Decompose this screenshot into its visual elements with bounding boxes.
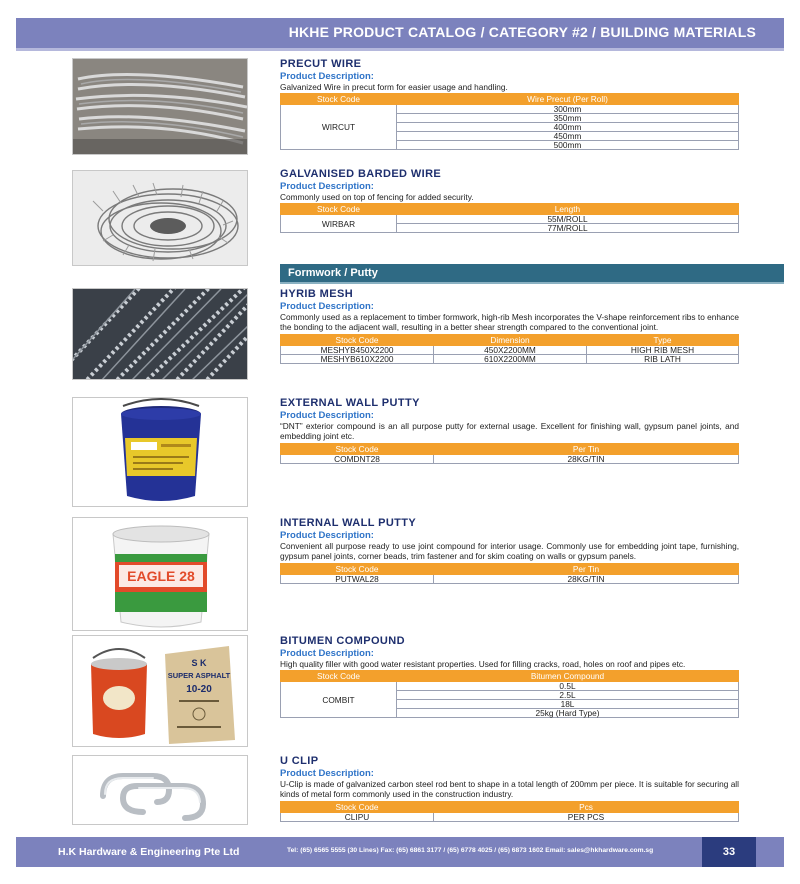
column-header: Stock Code <box>281 204 397 215</box>
stock-code: CLIPU <box>281 812 434 821</box>
precut-wire-photo <box>72 58 248 155</box>
table-row <box>281 574 739 583</box>
table-cell: 350mm <box>397 114 739 123</box>
product-subtitle: Product Description: <box>280 410 374 421</box>
spec-table <box>280 334 739 364</box>
product-description: Commonly used as a replacement to timber formwork, high-rib Mesh incorporates the V-shape reinforcement ribs to enhance the bonding to the adjacent wall, resulting in a better shear strength compared to the conventional joint. <box>280 312 739 333</box>
table-cell: 500mm <box>397 141 739 150</box>
product-description: Commonly used on top of fencing for added security. <box>280 192 474 202</box>
spec-table <box>280 801 739 822</box>
external-putty-photo <box>72 397 248 507</box>
product-subtitle: Product Description: <box>280 301 374 312</box>
column-header: Length <box>397 204 739 215</box>
product-subtitle: Product Description: <box>280 530 374 541</box>
spec-table <box>280 670 739 718</box>
table-cell: RIB LATH <box>587 354 739 363</box>
table-row <box>281 354 739 363</box>
product-title: U CLIP <box>280 755 319 767</box>
bag-grade: 10-20 <box>186 684 212 695</box>
product-title: HYRIB MESH <box>280 288 354 300</box>
column-header: Stock Code <box>281 671 397 682</box>
product-subtitle: Product Description: <box>280 181 374 192</box>
product-subtitle: Product Description: <box>280 648 374 659</box>
u-clip-photo <box>72 755 248 825</box>
column-header: Pcs <box>434 801 739 812</box>
company-name: H.K Hardware & Engineering Pte Ltd <box>58 846 240 858</box>
stock-code: COMDNT28 <box>281 454 434 463</box>
page-number: 33 <box>702 837 756 867</box>
contact-info: Tel: (65) 6565 5555 (30 Lines) Fax: (65) 6861 3177 / (65) 6778 4025 / (65) 6873 1602 Email: sales@hkhardware.com.sg <box>287 847 654 854</box>
column-header: Per Tin <box>434 563 739 574</box>
category-bar <box>280 264 784 282</box>
product-title: GALVANISED BARDED WIRE <box>280 168 442 180</box>
table-cell: 25kg (Hard Type) <box>397 709 739 718</box>
bucket-label: EAGLE 28 <box>127 568 195 584</box>
bag-brand: S K <box>191 658 207 668</box>
table-row <box>281 345 739 354</box>
table-cell: 55M/ROLL <box>397 215 739 224</box>
table-row <box>281 812 739 821</box>
table-cell: 0.5L <box>397 682 739 691</box>
stock-code: WIRCUT <box>281 105 397 150</box>
spec-table <box>280 203 739 233</box>
table-cell: 610X2200MM <box>434 354 587 363</box>
product-title: EXTERNAL WALL PUTTY <box>280 397 420 409</box>
table-cell: PER PCS <box>434 812 739 821</box>
column-header: Stock Code <box>281 94 397 105</box>
barbed-wire-photo <box>72 170 248 266</box>
spec-table <box>280 563 739 584</box>
column-header: Type <box>587 334 739 345</box>
table-cell: 450X2200MM <box>434 345 587 354</box>
bag-name: SUPER ASPHALT <box>167 671 231 680</box>
table-cell: 300mm <box>397 105 739 114</box>
column-header: Bitumen Compound <box>397 671 739 682</box>
hyrib-mesh-photo <box>72 288 248 380</box>
stock-code: MESHYB450X2200 <box>281 345 434 354</box>
stock-code: PUTWAL28 <box>281 574 434 583</box>
bitumen-photo <box>72 635 248 747</box>
column-header: Stock Code <box>281 334 434 345</box>
column-header: Stock Code <box>281 443 434 454</box>
catalog-title: HKHE PRODUCT CATALOG / CATEGORY #2 / BUILDING MATERIALS <box>288 24 756 40</box>
table-cell: 450mm <box>397 132 739 141</box>
column-header: Dimension <box>434 334 587 345</box>
product-title: BITUMEN COMPOUND <box>280 635 405 647</box>
table-cell: HIGH RIB MESH <box>587 345 739 354</box>
spec-table <box>280 93 739 150</box>
product-description: Galvanized Wire in precut form for easier usage and handling. <box>280 82 508 92</box>
header-divider <box>16 48 784 51</box>
product-description: “DNT” exterior compound is an all purpose putty for external usage. Excellent for finishing wall, gypsum panel joints, and embedding joint etc. <box>280 421 739 442</box>
footer-bar <box>16 837 784 867</box>
product-subtitle: Product Description: <box>280 71 374 82</box>
table-cell: 400mm <box>397 123 739 132</box>
header-bar <box>16 18 784 48</box>
stock-code: WIRBAR <box>281 215 397 233</box>
internal-putty-photo <box>72 517 248 631</box>
column-header: Stock Code <box>281 563 434 574</box>
table-row <box>281 454 739 463</box>
table-cell: 28KG/TIN <box>434 574 739 583</box>
product-description: Convenient all purpose ready to use joint compound for interior usage. Commonly use for embedding joint tape, furnishing, gypsum panel joints, corner beads, trim fastener and for skim coating on walls or gypsum panels. <box>280 541 739 562</box>
product-description: U-Clip is made of galvanized carbon steel rod bent to shape in a total length of 200mm per piece. It is suitable for securing all kinds of metal form commonly used in the construction industry. <box>280 779 739 800</box>
product-description: High quality filler with good water resistant properties. Used for filling cracks, road, holes on roof and pipes etc. <box>280 659 686 669</box>
table-cell: 2.5L <box>397 691 739 700</box>
category-divider <box>280 282 784 284</box>
stock-code: COMBIT <box>281 682 397 718</box>
table-cell: 18L <box>397 700 739 709</box>
stock-code: MESHYB610X2200 <box>281 354 434 363</box>
column-header: Stock Code <box>281 801 434 812</box>
table-cell: 77M/ROLL <box>397 224 739 233</box>
column-header: Wire Precut (Per Roll) <box>397 94 739 105</box>
column-header: Per Tin <box>434 443 739 454</box>
product-title: PRECUT WIRE <box>280 58 362 70</box>
category-title: Formwork / Putty <box>288 267 378 279</box>
table-cell: 28KG/TIN <box>434 454 739 463</box>
product-title: INTERNAL WALL PUTTY <box>280 517 417 529</box>
spec-table <box>280 443 739 464</box>
product-subtitle: Product Description: <box>280 768 374 779</box>
